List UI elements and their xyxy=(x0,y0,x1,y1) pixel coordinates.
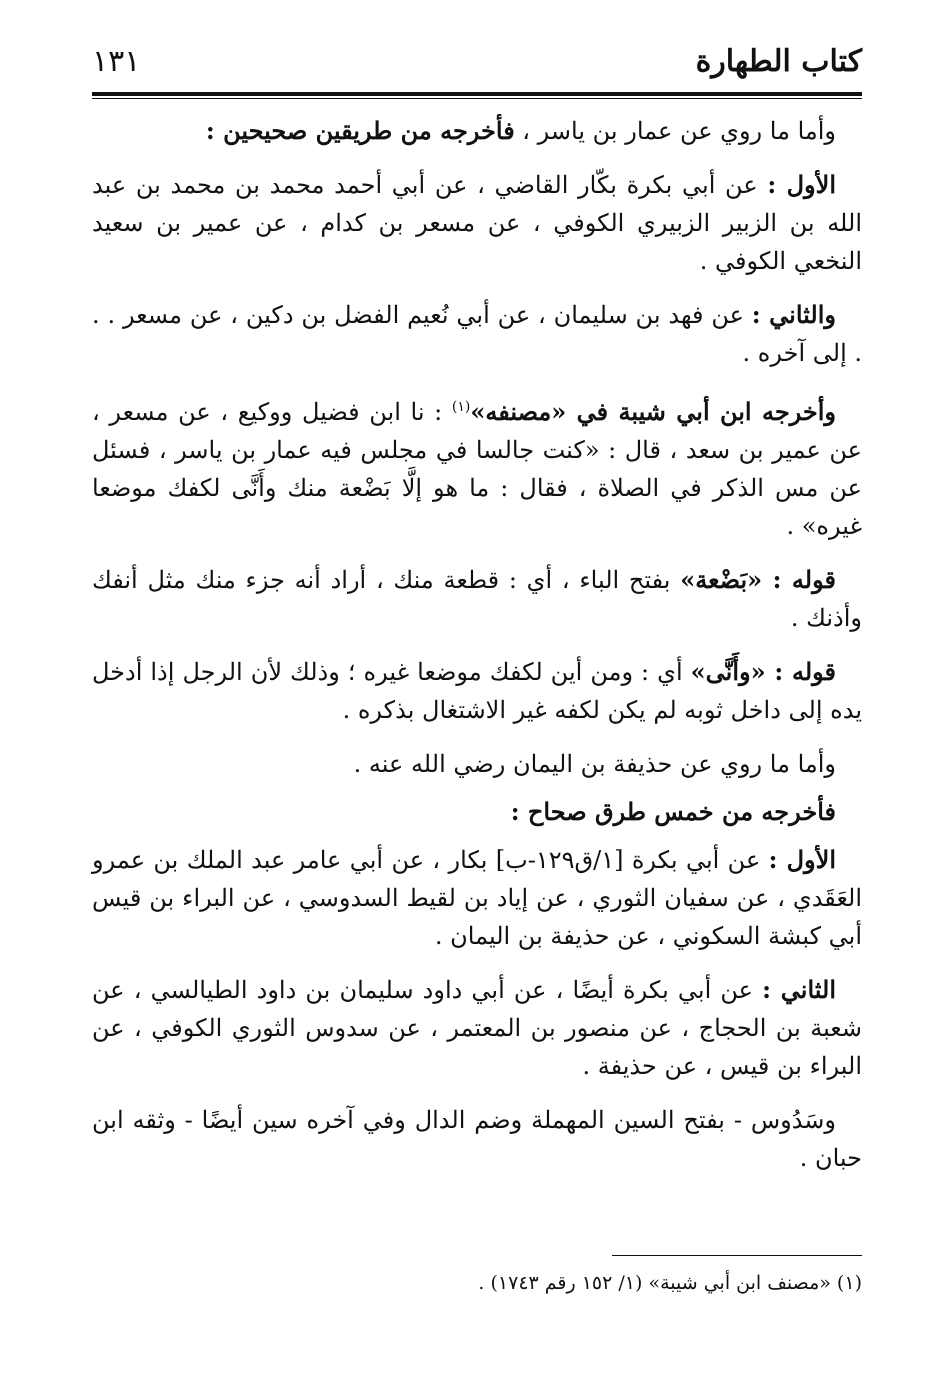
paragraph-text: بفتح الباء ، أي : قطعة منك ، أراد أنه جزء منك مثل أنفك وأذنك . xyxy=(92,566,862,632)
paragraph-lead: الثاني : xyxy=(762,975,836,1004)
paragraph-text: أي : ومن أين لكفك موضعا غيره ؛ وذلك لأن الرجل إذا أدخل يده إلى داخل ثوبه لم يكن لكفه غير الاشتغال بذكره . xyxy=(92,658,862,724)
paragraph-text: : نا ابن فضيل ووكيع ، عن مسعر ، عن عمير بن سعد ، قال : «كنت جالسا في مجلس فيه عمار بن ياسر ، فسئل عن مس الذكر في الصلاة ، فقال : ما هو إلَّا بَضْعة منك وأَنَّى لكفك موضعا غيره» . xyxy=(92,398,862,540)
paragraph xyxy=(92,841,862,955)
paragraph-lead: قوله : «بَضْعة» xyxy=(680,565,836,594)
paragraph-text: عن أبي بكرة [١/ق١٢٩-ب] بكار ، عن أبي عامر عبد الملك بن عمرو العَقَدي ، عن سفيان الثوري ، عن إياد بن لقيط السدوسي ، عن البراء بن قيس أبي كبشة السكوني ، عن حذيفة بن اليمان . xyxy=(92,846,863,950)
paragraph-lead: فأخرجه من خمس طرق صحاح : xyxy=(510,797,836,826)
paragraph-lead: الأول : xyxy=(768,845,836,874)
paragraph-lead: قوله : «وأَنَّى» xyxy=(690,657,837,686)
paragraph-lead: الأول : xyxy=(767,170,836,199)
paragraph-text: عن أبي بكرة بكّار القاضي ، عن أبي أحمد محمد بن محمد بن عبد الله بن الزبير الزبيري الكوفي ، عن مسعر بن كدام ، عن عمير بن سعيد النخعي الكوفي . xyxy=(92,171,862,275)
paragraph xyxy=(92,166,862,280)
main-text xyxy=(92,112,862,1193)
paragraph xyxy=(92,971,862,1085)
running-title: كتاب الطهارة xyxy=(695,44,862,79)
paragraph xyxy=(92,1101,862,1177)
page-header xyxy=(92,40,862,88)
paragraph-text: وسَدُوس - بفتح السين المهملة وضم الدال وفي آخره سين أيضًا - وثقه ابن حبان . xyxy=(92,1106,862,1172)
paragraph xyxy=(92,745,862,783)
paragraph-lead: وأخرجه ابن أبي شيبة في «مصنفه» xyxy=(470,397,836,426)
paragraph xyxy=(92,561,862,637)
paragraph xyxy=(92,388,862,545)
paragraph-text: وأما ما روي عن حذيفة بن اليمان رضي الله عنه . xyxy=(353,750,836,778)
footnote: (١) «مصنف ابن أبي شيبة» (١/ ١٥٢ رقم ١٧٤٣) . xyxy=(478,1272,862,1294)
paragraph xyxy=(92,296,862,372)
page-number: ١٣١ xyxy=(92,44,141,79)
paragraph-bold-tail: فأخرجه من طريقين صحيحين : xyxy=(205,116,515,145)
paragraph-text: عن فهد بن سليمان ، عن أبي نُعيم الفضل بن دكين ، عن مسعر . . . إلى آخره . xyxy=(92,301,862,367)
paragraph xyxy=(92,112,862,150)
paragraph xyxy=(92,653,862,729)
paragraph-lead: والثاني : xyxy=(751,300,836,329)
paragraph xyxy=(92,793,862,831)
header-rule-thick xyxy=(92,92,862,96)
paragraph-text: عن أبي بكرة أيضًا ، عن أبي داود سليمان بن داود الطيالسي ، عن شعبة بن الحجاج ، عن منصور بن المعتمر ، عن سدوس الثوري الكوفي ، عن البراء بن قيس ، عن حذيفة . xyxy=(92,976,862,1080)
footnote-rule xyxy=(612,1255,862,1256)
header-rule-thin xyxy=(92,98,862,99)
footnote-marker: (١) xyxy=(451,399,471,415)
paragraph-text: وأما ما روي عن عمار بن ياسر ، xyxy=(514,117,836,145)
